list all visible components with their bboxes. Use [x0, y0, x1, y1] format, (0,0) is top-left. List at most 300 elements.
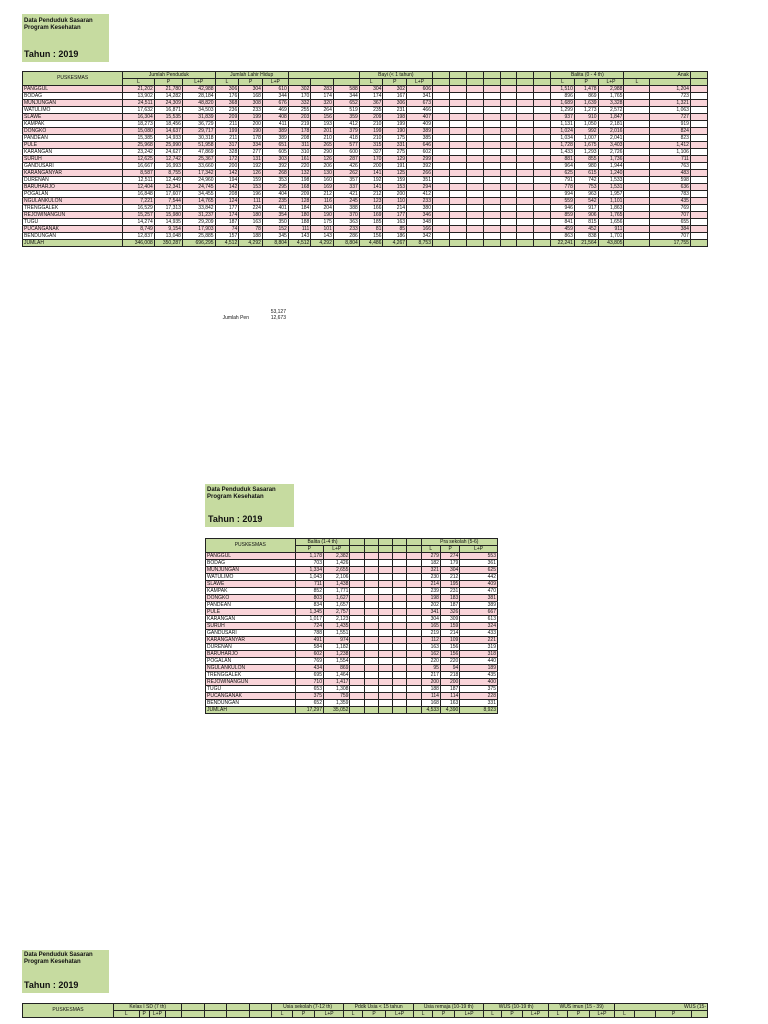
sub-header: P	[363, 1011, 385, 1018]
header-title-1: Data Penduduk Sasaran Program Kesehatan	[24, 18, 93, 31]
header-title-2: Data Penduduk Sasaran Program Kesehatan	[207, 487, 276, 500]
cell-value: 190	[239, 128, 263, 135]
cell-value: 8,755	[154, 170, 182, 177]
cell-value	[449, 233, 466, 240]
cell-value	[407, 693, 421, 700]
cell-value: 220	[440, 658, 459, 665]
cell-value: 1,007	[574, 135, 598, 142]
cell-value	[624, 233, 650, 240]
cell-value: 361	[460, 560, 498, 567]
cell-value	[466, 163, 483, 170]
cell-value	[690, 114, 707, 121]
cell-value	[517, 212, 534, 219]
cell-value	[690, 86, 707, 93]
table-row	[206, 595, 498, 602]
sub-header: P	[292, 1011, 314, 1018]
group-wus-10-19: WUS (10-19 th)	[483, 1004, 548, 1011]
cell-value	[378, 707, 392, 714]
cell-value	[483, 198, 500, 205]
puskesmas-name: SURUH	[206, 623, 296, 630]
cell-value: 350	[262, 219, 288, 226]
cell-value: 160	[311, 177, 334, 184]
cell-value: 401	[262, 205, 288, 212]
cell-value: 1,178	[295, 553, 323, 560]
cell-value	[483, 240, 500, 247]
cell-value	[407, 665, 421, 672]
puskesmas-name: DURENAN	[23, 177, 123, 184]
cell-value: 341	[421, 609, 440, 616]
cell-value: 4,267	[383, 240, 407, 247]
table-row	[23, 212, 708, 219]
cell-value: 191	[383, 163, 407, 170]
cell-value: 230	[421, 574, 440, 581]
cell-value: 309	[440, 616, 459, 623]
sub-header: P	[440, 546, 459, 553]
total-row	[23, 240, 708, 247]
table-row	[206, 630, 498, 637]
cell-value: 33,660	[182, 163, 215, 170]
cell-value: 159	[383, 177, 407, 184]
cell-value: 392	[407, 163, 433, 170]
cell-value	[624, 107, 650, 114]
cell-value	[624, 198, 650, 205]
cell-value	[350, 679, 364, 686]
cell-value	[690, 107, 707, 114]
cell-value: 553	[460, 553, 498, 560]
sub-header	[333, 79, 359, 86]
cell-value: 1,701	[598, 233, 624, 240]
cell-value: 1,359	[324, 700, 350, 707]
cell-value: 838	[574, 233, 598, 240]
cell-value: 841	[551, 219, 575, 226]
cell-value: 7,544	[154, 198, 182, 205]
cell-value	[393, 658, 407, 665]
cell-value: 342	[407, 233, 433, 240]
cell-value	[466, 184, 483, 191]
sub-header: P	[574, 79, 598, 86]
puskesmas-name: WATULIMO	[23, 107, 123, 114]
cell-value: 311	[288, 142, 311, 149]
cell-value	[407, 637, 421, 644]
cell-value: 220	[421, 658, 440, 665]
cell-value	[350, 637, 364, 644]
sub-header: L	[614, 1011, 634, 1018]
cell-value	[393, 637, 407, 644]
cell-value: 30,318	[182, 135, 215, 142]
cell-value: 653	[295, 686, 323, 693]
cell-value	[466, 149, 483, 156]
cell-value	[500, 93, 517, 100]
cell-value	[364, 609, 378, 616]
cell-value	[483, 156, 500, 163]
cell-value	[517, 177, 534, 184]
sub-header	[690, 79, 707, 86]
cell-value: 1,771	[324, 588, 350, 595]
cell-value: 863	[551, 233, 575, 240]
sub-header: P	[655, 1011, 692, 1018]
cell-value: 421	[333, 191, 359, 198]
cell-value: 435	[650, 198, 691, 205]
table-row	[206, 567, 498, 574]
puskesmas-name: BENDUNGAN	[206, 700, 296, 707]
cell-value: 815	[574, 219, 598, 226]
cell-value: 906	[574, 212, 598, 219]
cell-value: 1,182	[324, 644, 350, 651]
cell-value	[517, 135, 534, 142]
cell-value	[534, 156, 551, 163]
cell-value: 112	[421, 637, 440, 644]
cell-value	[407, 679, 421, 686]
cell-value	[432, 93, 449, 100]
cell-value: 200	[239, 121, 263, 128]
header-title-3: Data Penduduk Sasaran Program Kesehatan	[24, 952, 93, 965]
cell-value: 187	[215, 219, 239, 226]
cell-value: 214	[421, 581, 440, 588]
cell-value	[350, 665, 364, 672]
cell-value: 34,503	[182, 107, 215, 114]
cell-value: 15,080	[123, 128, 155, 135]
data-table-3	[22, 1003, 708, 1018]
cell-value: 156	[311, 114, 334, 121]
cell-value: 170	[359, 156, 383, 163]
cell-value	[534, 205, 551, 212]
cell-value: 169	[311, 184, 334, 191]
cell-value: 25,885	[182, 233, 215, 240]
cell-value: 711	[650, 156, 691, 163]
cell-value: 200	[383, 191, 407, 198]
cell-value	[407, 644, 421, 651]
puskesmas-name: PUCANGANAK	[206, 693, 296, 700]
puskesmas-name: BENDUNGAN	[23, 233, 123, 240]
cell-value: 964	[551, 163, 575, 170]
cell-value: 742	[574, 177, 598, 184]
cell-value: 203	[288, 114, 311, 121]
cell-value	[350, 630, 364, 637]
table-row	[206, 574, 498, 581]
cell-value	[624, 205, 650, 212]
cell-value	[432, 128, 449, 135]
cell-value: 17,313	[154, 205, 182, 212]
sub-header: L+P	[407, 79, 433, 86]
cell-value: 200	[215, 163, 239, 170]
cell-value: 172	[215, 156, 239, 163]
cell-value	[483, 135, 500, 142]
cell-value: 963	[574, 191, 598, 198]
cell-value: 274	[440, 553, 459, 560]
table-row	[23, 191, 708, 198]
cell-value: 199	[359, 128, 383, 135]
cell-value	[466, 121, 483, 128]
cell-value: 12,511	[123, 177, 155, 184]
cell-value: 306	[215, 86, 239, 93]
cell-value: 7,221	[123, 198, 155, 205]
cell-value: 727	[650, 114, 691, 121]
cell-value	[534, 177, 551, 184]
cell-value: 286	[333, 233, 359, 240]
puskesmas-name: SLAWE	[206, 581, 296, 588]
cell-value: 1,321	[650, 100, 691, 107]
cell-value: 179	[440, 560, 459, 567]
cell-value: 199	[239, 114, 263, 121]
puskesmas-name: JUMLAH	[206, 707, 296, 714]
cell-value	[449, 142, 466, 149]
data-table-2	[205, 538, 498, 714]
cell-value	[624, 184, 650, 191]
cell-value: 332	[288, 100, 311, 107]
cell-value	[393, 651, 407, 658]
cell-value: 345	[262, 233, 288, 240]
table-row	[206, 672, 498, 679]
cell-value: 142	[215, 184, 239, 191]
sub-header: P	[383, 79, 407, 86]
cell-value	[466, 114, 483, 121]
cell-value: 2,726	[598, 149, 624, 156]
cell-value: 321	[421, 567, 440, 574]
cell-value: 14,637	[154, 128, 182, 135]
cell-value: 187	[440, 686, 459, 693]
cell-value	[624, 212, 650, 219]
cell-value	[449, 86, 466, 93]
cell-value: 235	[262, 198, 288, 205]
cell-value: 2,181	[598, 121, 624, 128]
cell-value	[432, 198, 449, 205]
cell-value: 29,717	[182, 128, 215, 135]
cell-value	[466, 205, 483, 212]
cell-value	[364, 595, 378, 602]
cell-value	[364, 665, 378, 672]
cell-value: 123	[359, 198, 383, 205]
cell-value	[432, 240, 449, 247]
cell-value	[364, 623, 378, 630]
cell-value: 51,958	[182, 142, 215, 149]
cell-value	[690, 93, 707, 100]
puskesmas-name: NGULANKULON	[23, 198, 123, 205]
cell-value: 625	[551, 170, 575, 177]
sub-header: P	[567, 1011, 589, 1018]
sub-header	[249, 1011, 271, 1018]
table-row	[23, 205, 708, 212]
cell-value	[534, 191, 551, 198]
cell-value: 156	[359, 233, 383, 240]
cell-value: 1,847	[598, 114, 624, 121]
cell-value: 210	[359, 121, 383, 128]
cell-value	[393, 588, 407, 595]
cell-value: 584	[295, 644, 323, 651]
cell-value	[690, 191, 707, 198]
cell-value: 125	[383, 170, 407, 177]
cell-value: 303	[262, 156, 288, 163]
puskesmas-name: PANDEAN	[23, 135, 123, 142]
cell-value	[624, 240, 650, 247]
cell-value	[378, 553, 392, 560]
cell-value	[393, 700, 407, 707]
cell-value	[624, 170, 650, 177]
cell-value: 131	[239, 156, 263, 163]
cell-value: 392	[262, 163, 288, 170]
cell-value	[466, 100, 483, 107]
cell-value	[500, 170, 517, 177]
cell-value	[364, 630, 378, 637]
table-row	[23, 219, 708, 226]
cell-value	[449, 121, 466, 128]
sub-header: L+P	[262, 79, 288, 86]
puskesmas-name: DONGKO	[206, 595, 296, 602]
cell-value: 2,382	[324, 553, 350, 560]
table-row	[206, 679, 498, 686]
cell-value	[432, 100, 449, 107]
cell-value	[483, 177, 500, 184]
cell-value: 81	[359, 226, 383, 233]
cell-value: 220	[288, 163, 311, 170]
cell-value	[690, 128, 707, 135]
cell-value	[466, 177, 483, 184]
cell-value: 344	[262, 93, 288, 100]
cell-value: 651	[262, 142, 288, 149]
cell-value	[378, 602, 392, 609]
cell-value: 1,944	[598, 163, 624, 170]
cell-value: 783	[650, 191, 691, 198]
cell-value	[364, 658, 378, 665]
cell-value	[690, 135, 707, 142]
cell-value	[534, 184, 551, 191]
cell-value: 159	[239, 177, 263, 184]
puskesmas-name: SURUH	[23, 156, 123, 163]
cell-value: 255	[288, 107, 311, 114]
cell-value: 212	[359, 191, 383, 198]
puskesmas-name: KARANGAN	[23, 149, 123, 156]
cell-value: 4,292	[239, 240, 263, 247]
cell-value: 13,902	[123, 93, 155, 100]
cell-value	[624, 191, 650, 198]
cell-value: 94	[440, 665, 459, 672]
cell-value: 2,016	[598, 128, 624, 135]
puskesmas-name: REJOWINANGUN	[206, 679, 296, 686]
cell-value	[483, 114, 500, 121]
cell-value: 788	[295, 630, 323, 637]
cell-value: 214	[440, 630, 459, 637]
cell-value: 8,587	[123, 170, 155, 177]
cell-value: 602	[407, 149, 433, 156]
cell-value	[350, 595, 364, 602]
cell-value	[690, 142, 707, 149]
cell-value	[432, 191, 449, 198]
cell-value: 163	[440, 700, 459, 707]
cell-value	[534, 142, 551, 149]
group-jumlah-penduduk: Jumlah Penduduk	[123, 72, 215, 79]
cell-value: 917	[574, 205, 598, 212]
side-values	[250, 309, 286, 321]
cell-value: 1,675	[574, 142, 598, 149]
cell-value	[364, 574, 378, 581]
cell-value: 175	[311, 219, 334, 226]
cell-value	[517, 170, 534, 177]
table-row	[23, 149, 708, 156]
table-row	[23, 86, 708, 93]
cell-value: 359	[333, 114, 359, 121]
sub-header	[466, 79, 483, 86]
cell-value	[517, 184, 534, 191]
cell-value	[500, 191, 517, 198]
cell-value	[393, 693, 407, 700]
cell-value: 435	[460, 672, 498, 679]
cell-value	[432, 170, 449, 177]
sub-header	[500, 79, 517, 86]
cell-value: 1,554	[324, 658, 350, 665]
cell-value: 351	[407, 177, 433, 184]
cell-value: 598	[650, 177, 691, 184]
cell-value: 363	[333, 219, 359, 226]
cell-value: 228	[460, 693, 498, 700]
cell-value	[500, 149, 517, 156]
cell-value: 128	[288, 198, 311, 205]
cell-value: 15,980	[154, 212, 182, 219]
group-wus-imun: WUS imun (15 - 39)	[549, 1004, 614, 1011]
cell-value: 353	[262, 177, 288, 184]
cell-value	[624, 114, 650, 121]
cell-value: 21,780	[154, 86, 182, 93]
cell-value: 17,607	[154, 191, 182, 198]
cell-value: 8,753	[407, 240, 433, 247]
cell-value	[407, 623, 421, 630]
cell-value	[350, 581, 364, 588]
cell-value: 2,655	[324, 567, 350, 574]
cell-value	[432, 121, 449, 128]
group-bayi: Bayi (< 1 tahun)	[359, 72, 432, 79]
cell-value: 304	[421, 616, 440, 623]
cell-value: 388	[333, 205, 359, 212]
cell-value: 21,564	[574, 240, 598, 247]
sub-header	[350, 546, 364, 553]
cell-value	[350, 553, 364, 560]
cell-value: 162	[421, 651, 440, 658]
table-row	[206, 665, 498, 672]
cell-value: 212	[440, 574, 459, 581]
cell-value: 209	[288, 191, 311, 198]
puskesmas-name: PANDEAN	[206, 602, 296, 609]
puskesmas-name: JUMLAH	[23, 240, 123, 247]
puskesmas-name: MUNJUNGAN	[206, 567, 296, 574]
cell-value: 346	[407, 212, 433, 219]
puskesmas-name: MUNJUNGAN	[23, 100, 123, 107]
cell-value: 211	[215, 135, 239, 142]
cell-value	[449, 163, 466, 170]
cell-value	[449, 219, 466, 226]
cell-value: 1,736	[598, 156, 624, 163]
cell-value: 233	[239, 107, 263, 114]
cell-value: 769	[650, 205, 691, 212]
puskesmas-name: TUGU	[23, 219, 123, 226]
cell-value: 153	[239, 184, 263, 191]
cell-value	[534, 219, 551, 226]
cell-value	[624, 163, 650, 170]
sub-header: L+P	[324, 546, 350, 553]
cell-value	[432, 184, 449, 191]
puskesmas-name: GANDUSARI	[23, 163, 123, 170]
cell-value	[393, 602, 407, 609]
cell-value: 210	[311, 135, 334, 142]
cell-value: 724	[295, 623, 323, 630]
cell-value: 304	[239, 86, 263, 93]
cell-value	[393, 679, 407, 686]
cell-value	[517, 191, 534, 198]
cell-value: 264	[311, 107, 334, 114]
cell-value: 188	[239, 233, 263, 240]
cell-value	[449, 149, 466, 156]
cell-value: 433	[460, 630, 498, 637]
sub-header: P	[139, 1011, 149, 1018]
cell-value	[449, 100, 466, 107]
table-row	[23, 128, 708, 135]
